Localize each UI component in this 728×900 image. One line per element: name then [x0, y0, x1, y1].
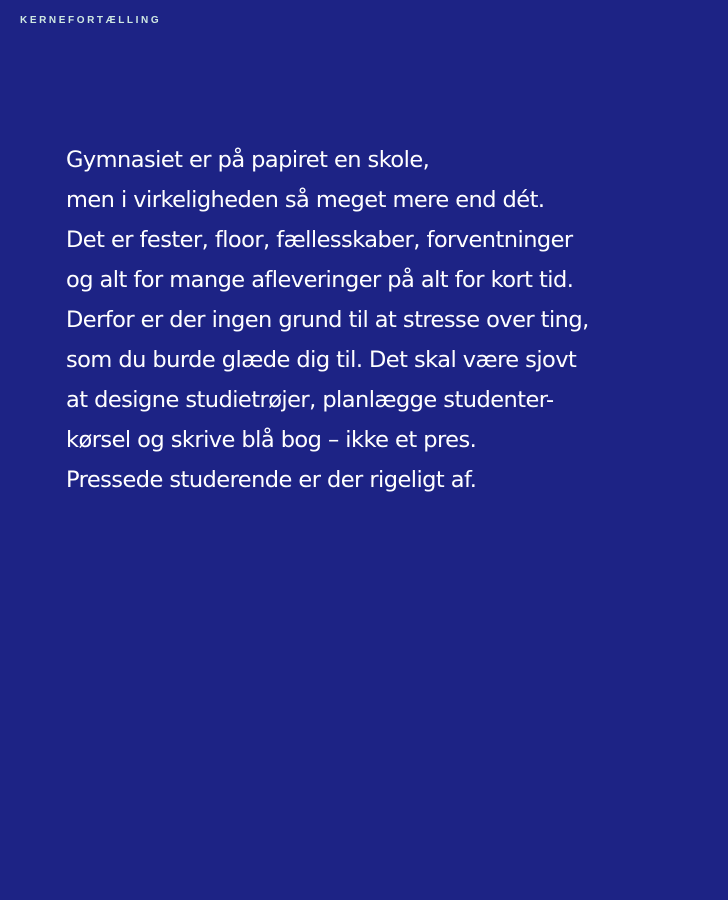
body-line: Pressede studerende er der rigeligt af. — [66, 467, 477, 493]
body-line: Gymnasiet er på papiret en skole, — [66, 147, 430, 173]
body-line: at designe studietrøjer, planlægge studenter- — [66, 387, 554, 413]
body-line: Det er fester, floor, fællesskaber, forventninger — [66, 227, 573, 253]
body-line: som du burde glæde dig til. Det skal være sjovt — [66, 347, 577, 373]
body-line: men i virkeligheden så meget mere end dét. — [66, 187, 545, 213]
body-line: kørsel og skrive blå bog – ikke et pres. — [66, 427, 477, 453]
section-eyebrow: KERNEFORTÆLLING — [20, 15, 162, 26]
body-line: Derfor er der ingen grund til at stresse over ting, — [66, 307, 589, 333]
body-copy — [66, 140, 706, 500]
body-line: og alt for mange afleveringer på alt for kort tid. — [66, 267, 574, 293]
